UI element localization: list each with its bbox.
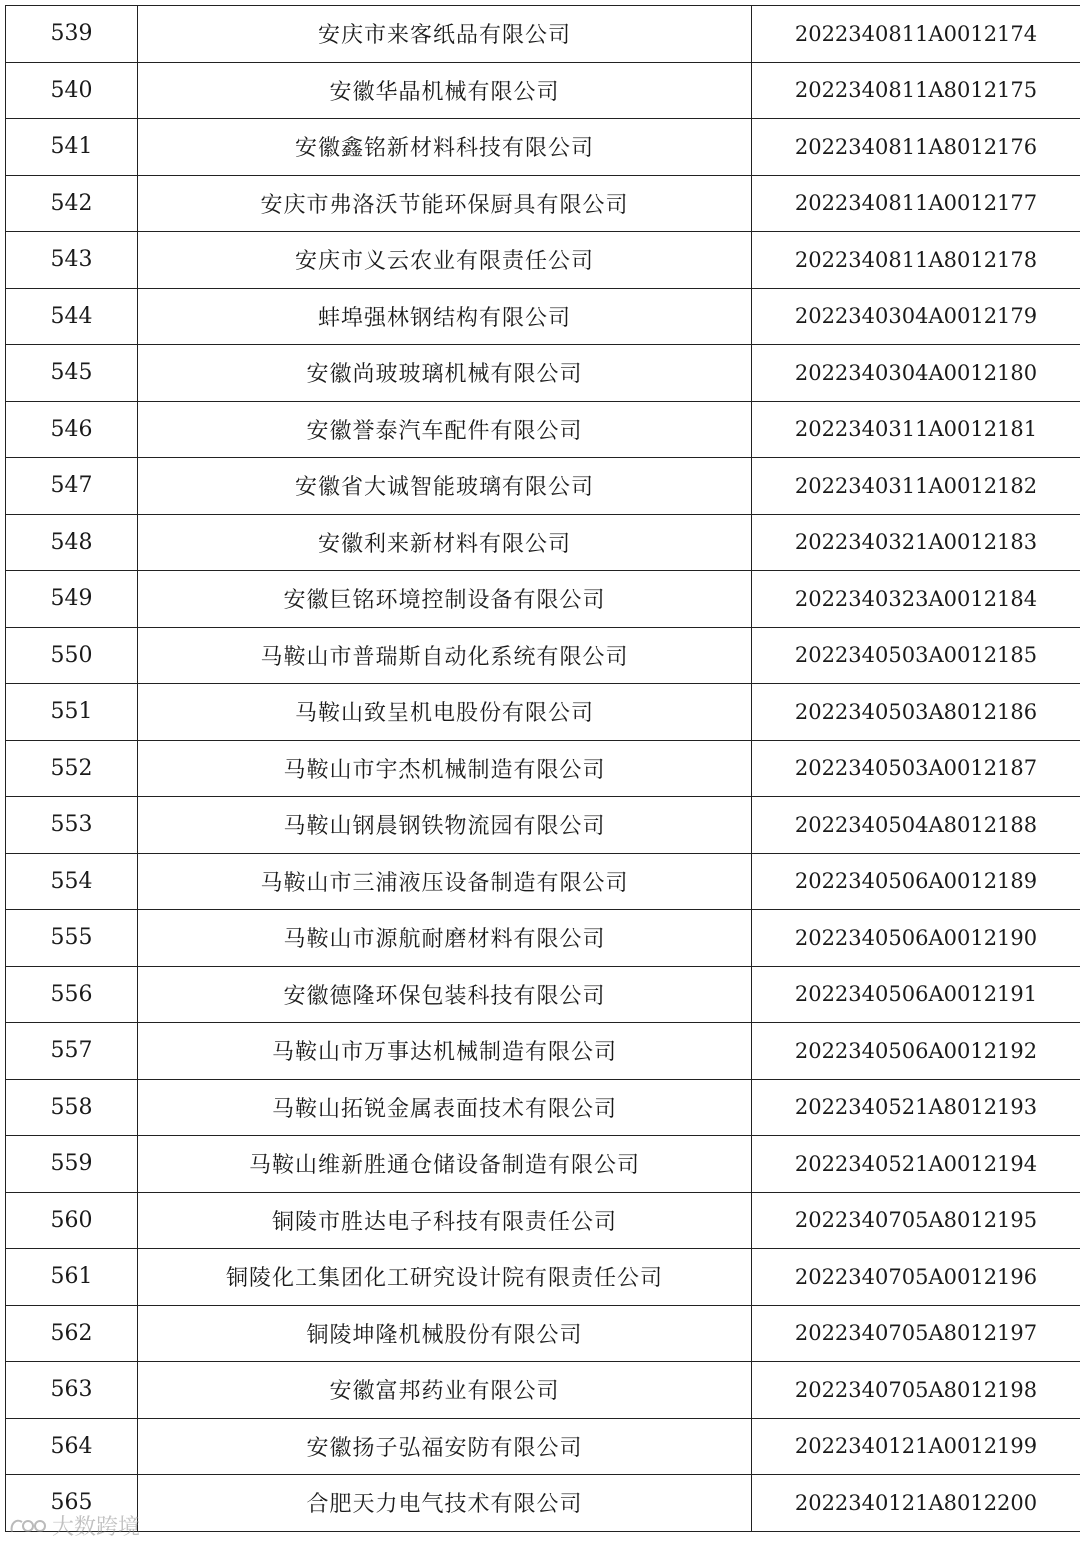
row-number-cell: 548 (6, 514, 138, 571)
table-body (6, 6, 1080, 1532)
table-row (6, 62, 1080, 119)
table-row (6, 1136, 1080, 1193)
table-row (6, 966, 1080, 1023)
registration-code-cell: 2022340121A8012200 (752, 1475, 1080, 1532)
company-name-cell: 安徽誉泰汽车配件有限公司 (138, 401, 752, 458)
company-name-cell: 马鞍山钢晨钢铁物流园有限公司 (138, 797, 752, 854)
registration-code-cell: 2022340503A0012185 (752, 627, 1080, 684)
row-number-cell: 555 (6, 910, 138, 967)
company-name-cell: 安庆市义云农业有限责任公司 (138, 232, 752, 289)
company-name-cell: 安徽富邦药业有限公司 (138, 1362, 752, 1419)
row-number-cell: 563 (6, 1362, 138, 1419)
registration-code-cell: 2022340705A0012196 (752, 1249, 1080, 1306)
table-row (6, 1249, 1080, 1306)
registration-code-cell: 2022340506A0012190 (752, 910, 1080, 967)
company-name-cell: 蚌埠强林钢结构有限公司 (138, 288, 752, 345)
row-number-cell: 543 (6, 232, 138, 289)
table-row (6, 1192, 1080, 1249)
table-row (6, 740, 1080, 797)
row-number-cell: 559 (6, 1136, 138, 1193)
table-row (6, 514, 1080, 571)
registration-code-cell: 2022340521A0012194 (752, 1136, 1080, 1193)
brand-logo-icon (8, 1514, 48, 1538)
row-number-cell: 542 (6, 175, 138, 232)
company-name-cell: 合肥天力电气技术有限公司 (138, 1475, 752, 1532)
company-name-cell: 安徽省大诚智能玻璃有限公司 (138, 458, 752, 515)
watermark (8, 1510, 140, 1541)
table-row (6, 1362, 1080, 1419)
row-number-cell: 549 (6, 571, 138, 628)
company-name-cell: 安庆市弗洛沃节能环保厨具有限公司 (138, 175, 752, 232)
registration-code-cell: 2022340504A8012188 (752, 797, 1080, 854)
watermark-text: 大数跨境 (52, 1515, 141, 1540)
row-number-cell: 552 (6, 740, 138, 797)
row-number-cell: 541 (6, 119, 138, 176)
table-row (6, 458, 1080, 515)
row-number-cell: 560 (6, 1192, 138, 1249)
registration-code-cell: 2022340705A8012195 (752, 1192, 1080, 1249)
company-name-cell: 安徽扬子弘福安防有限公司 (138, 1418, 752, 1475)
registration-code-cell: 2022340304A0012180 (752, 345, 1080, 402)
row-number-cell: 545 (6, 345, 138, 402)
registration-code-cell: 2022340503A0012187 (752, 740, 1080, 797)
row-number-cell: 550 (6, 627, 138, 684)
row-number-cell: 556 (6, 966, 138, 1023)
company-name-cell: 铜陵化工集团化工研究设计院有限责任公司 (138, 1249, 752, 1306)
registration-code-cell: 2022340705A8012197 (752, 1305, 1080, 1362)
row-number-cell: 547 (6, 458, 138, 515)
table-row (6, 1079, 1080, 1136)
table-row (6, 345, 1080, 402)
registration-code-cell: 2022340121A0012199 (752, 1418, 1080, 1475)
company-name-cell: 安徽利来新材料有限公司 (138, 514, 752, 571)
row-number-cell: 546 (6, 401, 138, 458)
registration-code-cell: 2022340811A8012178 (752, 232, 1080, 289)
row-number-cell: 562 (6, 1305, 138, 1362)
company-name-cell: 马鞍山拓锐金属表面技术有限公司 (138, 1079, 752, 1136)
row-number-cell: 565 (6, 1475, 138, 1532)
company-name-cell: 马鞍山市源航耐磨材料有限公司 (138, 910, 752, 967)
registration-code-cell: 2022340506A0012191 (752, 966, 1080, 1023)
company-name-cell: 马鞍山维新胜通仓储设备制造有限公司 (138, 1136, 752, 1193)
row-number-cell: 544 (6, 288, 138, 345)
company-name-cell: 安徽华晶机械有限公司 (138, 62, 752, 119)
company-name-cell: 铜陵市胜达电子科技有限责任公司 (138, 1192, 752, 1249)
registration-code-cell: 2022340323A0012184 (752, 571, 1080, 628)
table-row (6, 1475, 1080, 1532)
table-row (6, 1418, 1080, 1475)
company-name-cell: 马鞍山致呈机电股份有限公司 (138, 684, 752, 741)
table-row (6, 853, 1080, 910)
table-row (6, 571, 1080, 628)
registration-code-cell: 2022340321A0012183 (752, 514, 1080, 571)
registration-code-cell: 2022340705A8012198 (752, 1362, 1080, 1419)
registration-code-cell: 2022340811A8012176 (752, 119, 1080, 176)
registration-code-cell: 2022340811A0012174 (752, 6, 1080, 63)
company-name-cell: 马鞍山市普瑞斯自动化系统有限公司 (138, 627, 752, 684)
table-row (6, 684, 1080, 741)
company-name-cell: 安徽尚玻玻璃机械有限公司 (138, 345, 752, 402)
company-name-cell: 铜陵坤隆机械股份有限公司 (138, 1305, 752, 1362)
registration-code-cell: 2022340506A0012189 (752, 853, 1080, 910)
registration-code-cell: 2022340506A0012192 (752, 1023, 1080, 1080)
row-number-cell: 564 (6, 1418, 138, 1475)
table-row (6, 627, 1080, 684)
table-row (6, 401, 1080, 458)
company-list-table-wrapper (5, 5, 1077, 1532)
row-number-cell: 553 (6, 797, 138, 854)
table-row (6, 910, 1080, 967)
table-row (6, 175, 1080, 232)
registration-code-cell: 2022340311A0012181 (752, 401, 1080, 458)
company-list-table (5, 5, 1080, 1532)
company-name-cell: 安徽鑫铭新材料科技有限公司 (138, 119, 752, 176)
company-name-cell: 马鞍山市三浦液压设备制造有限公司 (138, 853, 752, 910)
company-name-cell: 安徽巨铭环境控制设备有限公司 (138, 571, 752, 628)
company-name-cell: 安庆市来客纸品有限公司 (138, 6, 752, 63)
row-number-cell: 561 (6, 1249, 138, 1306)
registration-code-cell: 2022340311A0012182 (752, 458, 1080, 515)
company-name-cell: 安徽德隆环保包装科技有限公司 (138, 966, 752, 1023)
row-number-cell: 540 (6, 62, 138, 119)
row-number-cell: 558 (6, 1079, 138, 1136)
table-row (6, 6, 1080, 63)
table-row (6, 1305, 1080, 1362)
registration-code-cell: 2022340304A0012179 (752, 288, 1080, 345)
registration-code-cell: 2022340503A8012186 (752, 684, 1080, 741)
row-number-cell: 554 (6, 853, 138, 910)
row-number-cell: 539 (6, 6, 138, 63)
table-row (6, 797, 1080, 854)
table-row (6, 232, 1080, 289)
registration-code-cell: 2022340811A0012177 (752, 175, 1080, 232)
registration-code-cell: 2022340521A8012193 (752, 1079, 1080, 1136)
company-name-cell: 马鞍山市万事达机械制造有限公司 (138, 1023, 752, 1080)
table-row (6, 119, 1080, 176)
registration-code-cell: 2022340811A8012175 (752, 62, 1080, 119)
table-row (6, 288, 1080, 345)
table-row (6, 1023, 1080, 1080)
company-name-cell: 马鞍山市宇杰机械制造有限公司 (138, 740, 752, 797)
row-number-cell: 551 (6, 684, 138, 741)
row-number-cell: 557 (6, 1023, 138, 1080)
